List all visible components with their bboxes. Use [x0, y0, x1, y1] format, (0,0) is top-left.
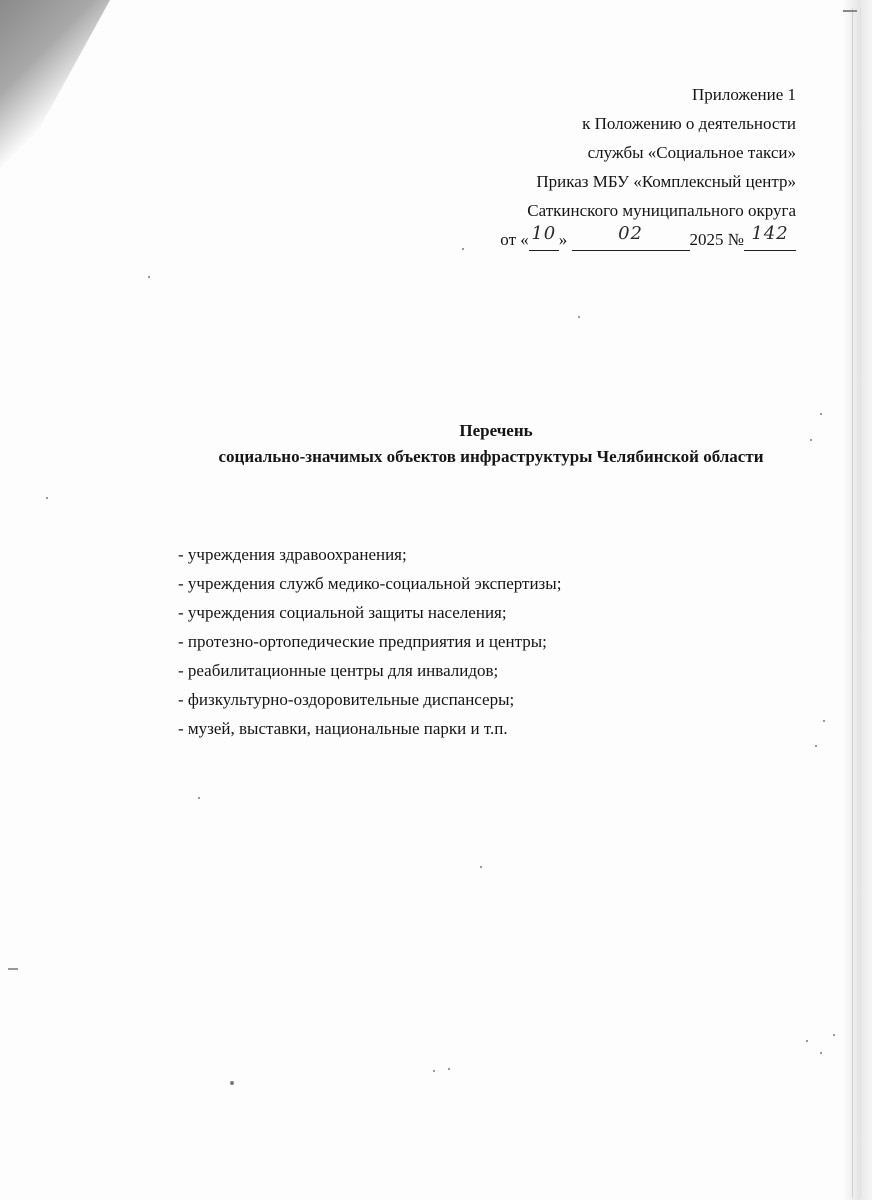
list-item: - реабилитационные центры для инвалидов; [178, 661, 499, 680]
title-subheading: социально-значимых объектов инфраструктуры Челябинской области [218, 447, 764, 466]
service-name: службы «Социальное такси» [587, 143, 796, 162]
list-item: - физкультурно-оздоровительные диспансеры; [178, 690, 515, 709]
scan-speck [480, 866, 482, 868]
list-item: - учреждения социальной защиты населения; [178, 603, 507, 622]
appendix-header [376, 80, 796, 254]
order-number-field [744, 223, 796, 251]
date-prefix: от « [500, 230, 529, 249]
scan-speck [433, 1070, 435, 1072]
list-item: - музей, выставки, национальные парки и т.п. [178, 719, 508, 738]
scan-speck [230, 1081, 234, 1085]
order-date-line [376, 225, 796, 254]
objects-list [178, 540, 738, 743]
list-item: - учреждения служб медико-социальной экспертизы; [178, 574, 562, 593]
month-field [572, 223, 690, 251]
order-number-handwritten: 142 [751, 223, 789, 244]
scan-speck [46, 497, 48, 499]
scan-speck [833, 1034, 835, 1036]
scan-speck [148, 276, 150, 278]
scan-edge-line [852, 8, 853, 1198]
district-name: Саткинского муниципального округа [527, 201, 796, 220]
date-quote: » [558, 230, 568, 249]
scan-corner-shadow [0, 0, 110, 200]
regulation-reference: к Положению о деятельности [582, 114, 796, 133]
year-number-label: 2025 № [689, 230, 744, 249]
title-heading: Перечень [459, 421, 533, 440]
scan-speck [823, 720, 825, 722]
document-title [0, 418, 872, 470]
day-handwritten: 10 [531, 223, 557, 244]
day-field [529, 223, 559, 251]
scan-speck [198, 797, 200, 799]
month-handwritten: 02 [618, 223, 643, 244]
scan-mark [843, 10, 857, 12]
order-issuer: Приказ МБУ «Комплексный центр» [536, 172, 796, 191]
scan-mark [8, 968, 18, 970]
appendix-number: Приложение 1 [692, 85, 796, 104]
scan-speck [806, 1040, 808, 1042]
scan-speck [815, 745, 817, 747]
scan-speck [448, 1068, 450, 1070]
scan-edge-line [860, 8, 861, 1198]
list-item: - протезно-ортопедические предприятия и центры; [178, 632, 547, 651]
list-item: - учреждения здравоохранения; [178, 545, 407, 564]
scan-speck [820, 1052, 822, 1054]
scan-right-edge [842, 0, 872, 1200]
scan-speck [578, 316, 580, 318]
scan-speck [820, 413, 822, 415]
